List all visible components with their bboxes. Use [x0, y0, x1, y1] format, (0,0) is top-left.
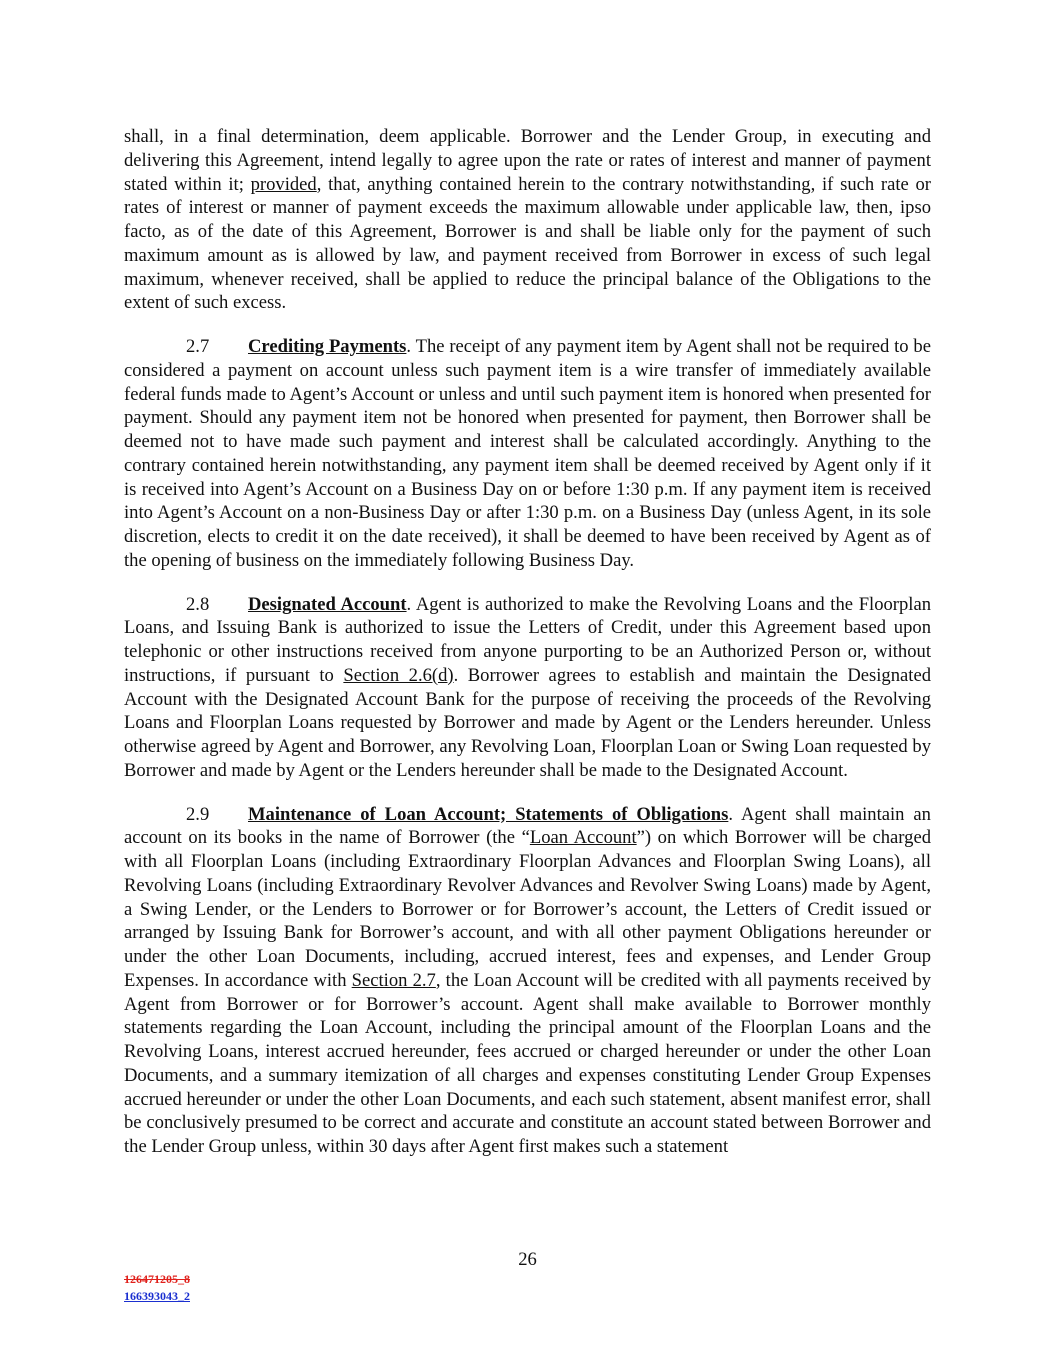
cross-reference-link[interactable]: Section 2.7	[351, 969, 436, 991]
section-heading: Maintenance of Loan Account; Statements of Obligations	[248, 803, 729, 825]
section-number: 2.8	[186, 593, 210, 615]
provided-term: provided	[250, 173, 317, 195]
section-text: . Borrower agrees to establish and maintain the Designated Account with the Designated Account Bank for the purpose of receiving the proceeds of the Revolving Loans and Floorplan Loans requested by Borrower and made by Agent or the Lenders hereunder. Unless otherwise agreed by Agent and Borrower, any Revolving Loan, Floorplan Loan or Swing Loan requested by Borrower and made by Agent or the Lenders hereunder shall be made to the Designated Account.	[124, 664, 931, 781]
continuation-text-rest: , that, anything contained herein to the contrary notwithstanding, if such rate or rates of interest or manner of payment exceeds the maximum allowable under applicable law, then, ipso facto, as of the date of this Agreement, Borrower is and shall be liable only for the payment of such maximum amount as is allowed by law, and payment received from Borrower in excess of such legal maximum, whenever received, shall be applied to reduce the principal balance of the Obligations to the extent of such excess.	[124, 173, 932, 314]
section-text: , the Loan Account will be credited with all payments received by Agent from Borrower or for Borrower’s account. Agent shall make available to Borrower monthly statements regarding the Loan Account, including the principal amount of the Floorplan Loans and the Revolving Loans, interest accrued hereunder, fees accrued or charged hereunder or under the other Loan Documents, and a summary itemization of all charges and expenses constituting Lender Group Expenses accrued hereunder or under the other Loan Documents, and each such statement, absent manifest error, shall be conclusively presumed to be correct and accurate and constitute an account stated between Borrower and the Lender Group unless, within 30 days after Agent first makes such a statement	[124, 969, 931, 1157]
page-number: 26	[518, 1249, 537, 1270]
document-id-footer	[124, 1271, 190, 1305]
document-body	[124, 125, 931, 1159]
section-heading: Designated Account	[248, 593, 407, 615]
section-text: . Agent is authorized to make the Revolving Loans and the Floorplan Loans, and Issuing Bank is authorized to issue the Letters of Credit, under this Agreement based upon telephonic or other instructions received from anyone purporting to be an Authorized Person or, without instructions, if pursuant to	[124, 593, 931, 686]
section-text: . The receipt of any payment item by Agent shall not be required to be considered a payment on account unless such payment item is a wire transfer of immediately available federal funds made to Agent’s Account or unless and until such payment item is honored when presented for payment. Should any payment item not be honored when presented for payment, then Borrower shall be deemed not to have made such payment and interest shall be calculated accordingly. Anything to the contrary contained herein notwithstanding, any payment item shall be deemed received by Agent only if it is received into Agent’s Account on a Business Day on or before 1:30 p.m. If any payment item is received into Agent’s Account on a non-Business Day or after 1:30 p.m. on a Business Day (unless Agent, in its sole discretion, elects to credit it on the date received), it shall be deemed to have been received by Agent as of the opening of business on the immediately following Business Day.	[124, 336, 931, 571]
continuation-paragraph	[124, 125, 931, 315]
continuation-text: shall, in a final determination, deem applicable. Borrower and the Lender Group, in executing and delivering this Agreement, intend legally to agree upon the rate or rates of interest and manner of payment stated within it;	[124, 126, 931, 195]
section-number: 2.7	[186, 336, 210, 357]
section-2-8-paragraph	[124, 593, 931, 783]
section-heading: Crediting Payments	[248, 336, 407, 357]
defined-term: Loan Account	[529, 827, 637, 849]
cross-reference-link[interactable]: Section 2.6(d)	[343, 664, 454, 686]
section-2-9-paragraph	[124, 803, 931, 1159]
inserted-document-id: 166393043_2	[124, 1289, 190, 1303]
section-text: ”) on which Borrower will be charged with all Floorplan Loans (including Extraordinary Floorplan Advances and Floorplan Swing Loans), all Revolving Loans (including Extraordinary Revolver Advances and Revolver Swing Loans) made by Agent, a Swing Lender, or the Lenders to Borrower or for Borrower’s account, the Letters of Credit issued or arranged by Issuing Bank for Borrower’s account, and with all other payment Obligations hereunder or under the other Loan Documents, including, accrued interest, fees and expenses, and Lender Group Expenses. In accordance with	[124, 827, 931, 991]
deleted-document-id: 126471205_8	[124, 1272, 190, 1286]
section-number: 2.9	[186, 803, 210, 825]
section-text: . Agent shall maintain an account on its books in the name of Borrower (the “	[124, 803, 931, 849]
section-2-7-paragraph	[124, 335, 931, 573]
